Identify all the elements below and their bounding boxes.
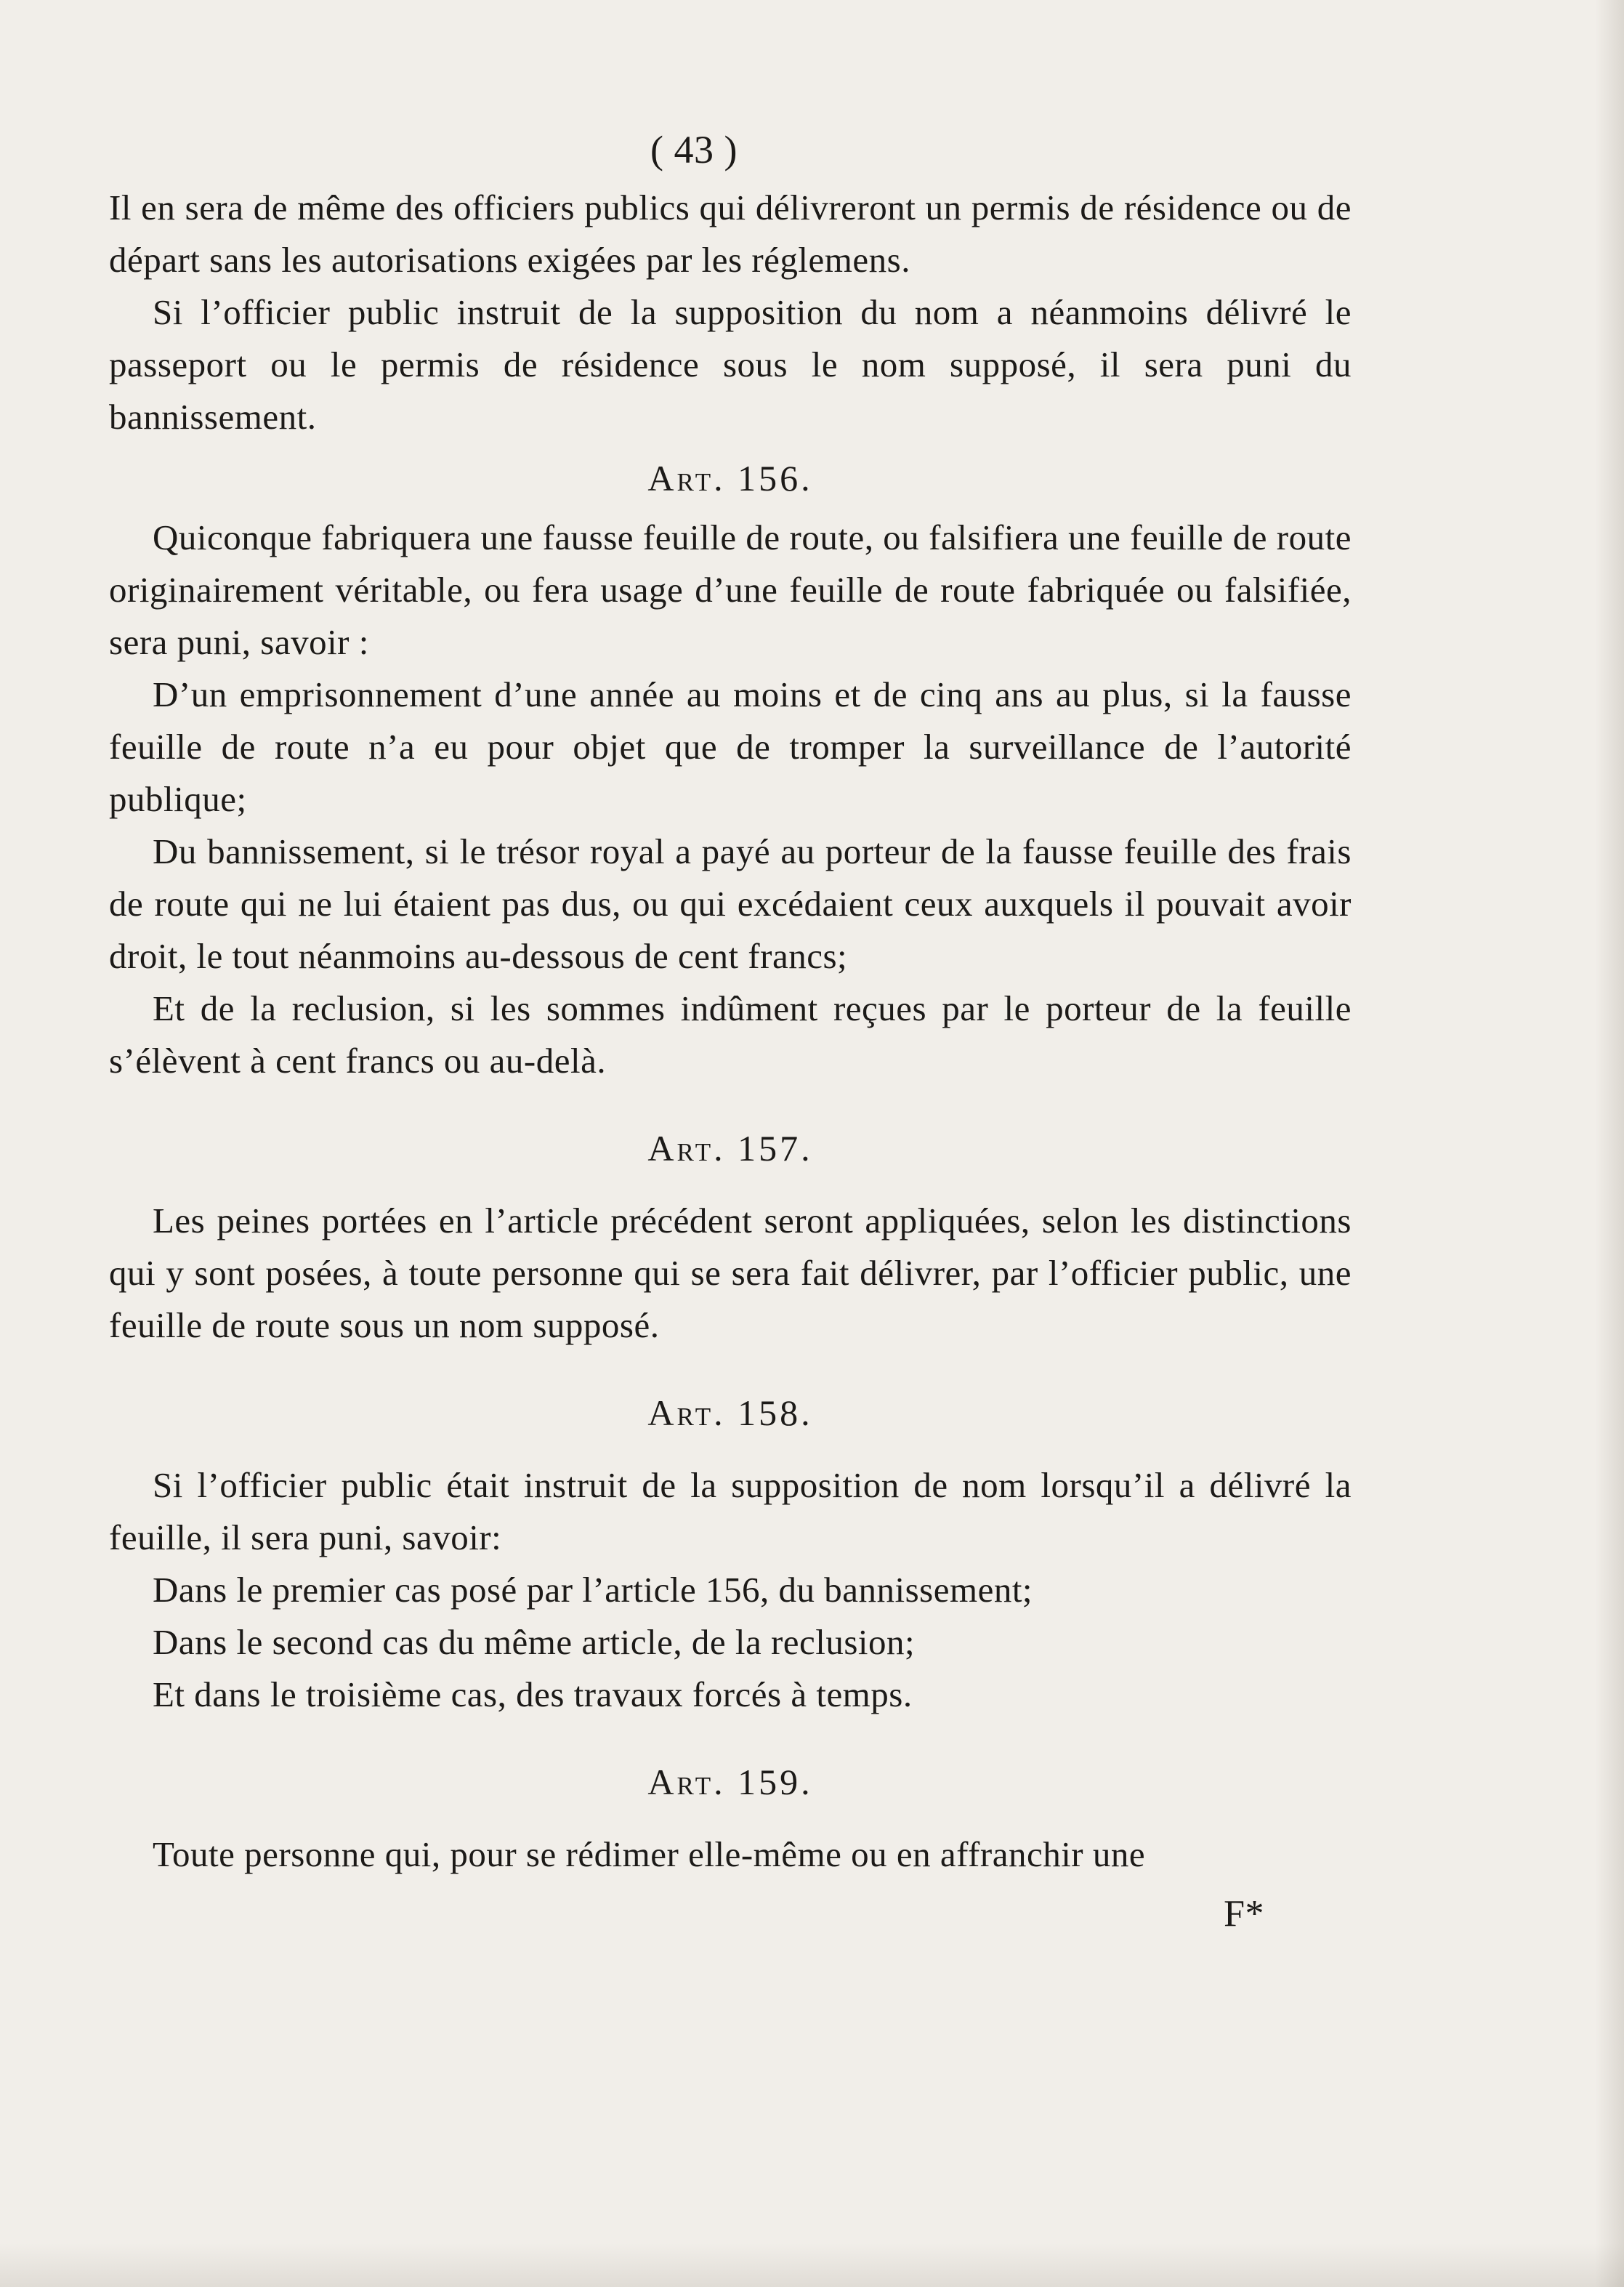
page-bottom-shadow	[0, 2243, 1624, 2287]
article-heading-158: Art. 158.	[647, 1392, 813, 1433]
list-item: Dans le premier cas posé par l’article 156, du bannissement;	[153, 1570, 1033, 1610]
signature-mark: F*	[1224, 1893, 1264, 1935]
list-item: Dans le second cas du même article, de la reclusion;	[153, 1622, 916, 1662]
paragraph: Toute personne qui, pour se rédimer elle-même ou en affranchir une	[153, 1834, 1146, 1874]
paragraph: Quiconque fabriquera une fausse feuille de route, ou falsifiera une feuille de route originairement véritable, ou fera usage d’une feuille de route fabriquée ou falsifiée, sera puni, savoir :	[109, 517, 1352, 662]
article-heading-156: Art. 156.	[647, 458, 813, 499]
page-text-block	[109, 124, 1352, 1940]
paragraph: Et de la reclusion, si les sommes indûment reçues par le porteur de la feuille s’élèvent à cent francs ou au-delà.	[109, 988, 1352, 1081]
list-item: Et dans le troisième cas, des travaux forcés à temps.	[153, 1674, 913, 1714]
paragraph: Si l’officier public instruit de la supposition du nom a néanmoins délivré le passeport ou le permis de résidence sous le nom supposé, il sera puni du bannissement.	[109, 292, 1352, 437]
article-heading-157: Art. 157.	[647, 1128, 813, 1169]
article-heading-159: Art. 159.	[647, 1762, 813, 1802]
page-edge-shadow	[1595, 0, 1624, 2287]
paragraph: Il en sera de même des officiers publics qui délivreront un permis de résidence ou de départ sans les autorisations exigées par les réglemens.	[109, 187, 1352, 280]
paragraph: Du bannissement, si le trésor royal a payé au porteur de la fausse feuille des frais de route qui ne lui étaient pas dus, ou qui excédaient ceux auxquels il pouvait avoir droit, le tout néanmoins au-dessous de cent francs;	[109, 831, 1352, 976]
page-number: ( 43 )	[650, 128, 738, 172]
paragraph: D’un emprisonnement d’une année au moins et de cinq ans au plus, si la fausse feuille de route n’a eu pour objet que de tromper la surveillance de l’autorité publique;	[109, 674, 1352, 819]
paragraph: Si l’officier public était instruit de la supposition de nom lorsqu’il a délivré la feuille, il sera puni, savoir:	[109, 1465, 1352, 1557]
paragraph: Les peines portées en l’article précédent seront appliquées, selon les distinctions qui y sont posées, à toute personne qui se sera fait délivrer, par l’officier public, une feuille de route sous un nom supposé.	[109, 1201, 1352, 1345]
